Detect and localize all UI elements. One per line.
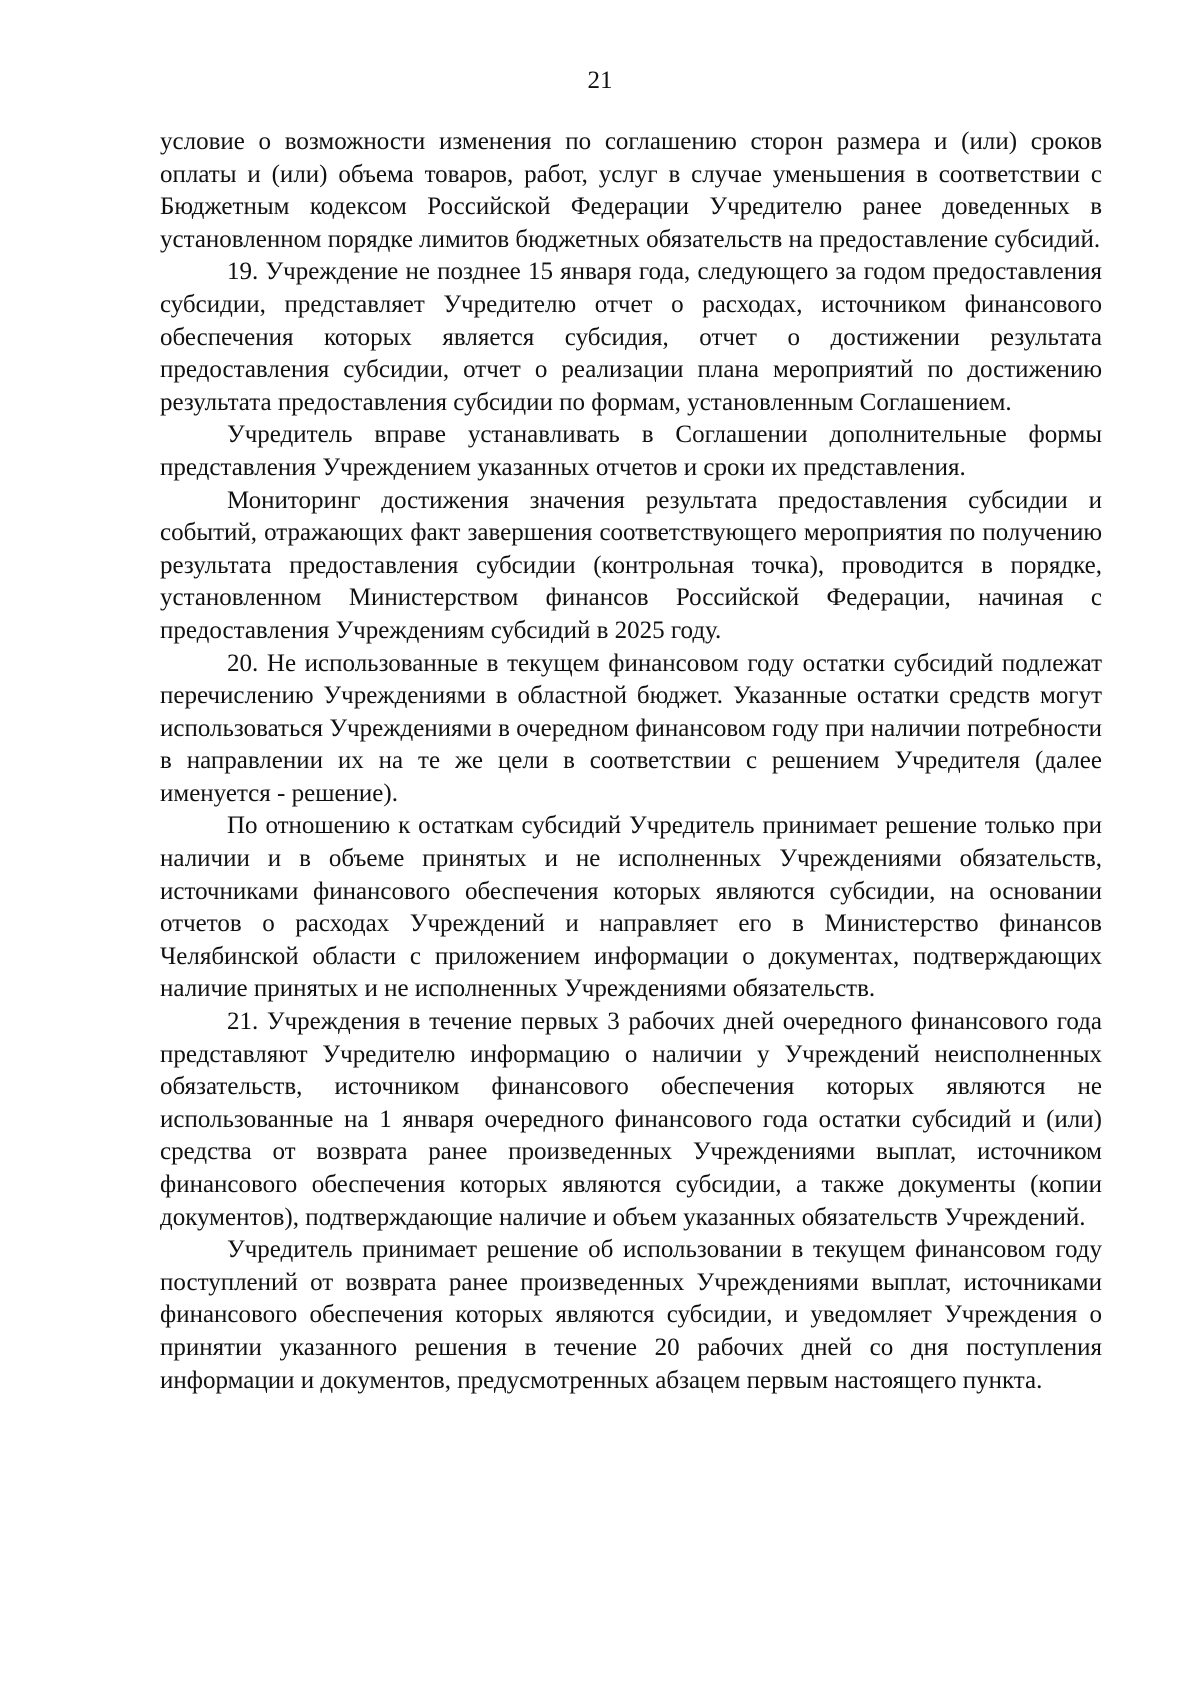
paragraph-item-19: 19. Учреждение не позднее 15 января года, следующего за годом предоставления субсидии, представляет Учредителю отчет о расходах, источником финансового обеспечения которых является субсидия, отчет о достижении результата предоставления субсидии, отчет о реализации плана мероприятий по достижению результата предоставления субсидии по формам, установленным Соглашением. [160,258,1102,416]
paragraph-monitoring: Мониторинг достижения значения результата предоставления субсидии и событий, отражающих факт завершения соответствующего мероприятия по получению результата предоставления субсидии (контрольная точка), проводится в порядке, установленном Министерством финансов Российской Федерации, начиная с предоставления Учреждениям субсидий в 2025 году. [160,486,1102,644]
paragraph-remaining-subsidies: По отношению к остаткам субсидий Учредитель принимает решение только при наличии и в объеме принятых и не исполненных Учреждениями обязательств, источниками финансового обеспечения которых являются субсидии, на основании отчетов о расходах Учреждений и направляет его в Министерство финансов Челябинской области с приложением информации о документах, подтверждающих наличие принятых и не исполненных Учреждениями обязательств. [160,812,1102,1003]
paragraph-item-21: 21. Учреждения в течение первых 3 рабочих дней очередного финансового года представляют Учредителю информацию о наличии у Учреждений неисполненных обязательств, источником финансового обеспечения которых являются не использованные на 1 января очередного финансового года остатки субсидий и (или) средства от возврата ранее произведенных Учреждениями выплат, источником финансового обеспечения которых являются субсидии, а также документы (копии документов), подтверждающие наличие и объем указанных обязательств Учреждений. [160,1008,1102,1231]
paragraph-continuation: условие о возможности изменения по соглашению сторон размера и (или) сроков оплаты и (или) объема товаров, работ, услуг в случае уменьшения в соответствии с Бюджетным кодексом Российской Федерации Учредителю ранее доведенных в установленном порядке лимитов бюджетных обязательств на предоставление субсидий. [160,128,1102,253]
paragraph-additional-forms: Учредитель вправе устанавливать в Соглашении дополнительные формы представления Учреждением указанных отчетов и сроки их представления. [160,421,1102,481]
paragraph-decision-usage: Учредитель принимает решение об использовании в текущем финансовом году поступлений от возврата ранее произведенных Учреждениями выплат, источниками финансового обеспечения которых являются субсидии, и уведомляет Учреждения о принятии указанного решения в течение 20 рабочих дней со дня поступления информации и документов, предусмотренных абзацем первым настоящего пункта. [160,1236,1102,1394]
page-number: 21 [587,67,613,94]
paragraph-item-20: 20. Не использованные в текущем финансовом году остатки субсидий подлежат перечислению Учреждениями в областной бюджет. Указанные остатки средств могут использоваться Учреждениями в очередном финансовом году при наличии потребности в направлении их на те же цели в соответствии с решением Учредителя (далее именуется - решение). [160,649,1102,807]
document-body [160,126,1102,1397]
